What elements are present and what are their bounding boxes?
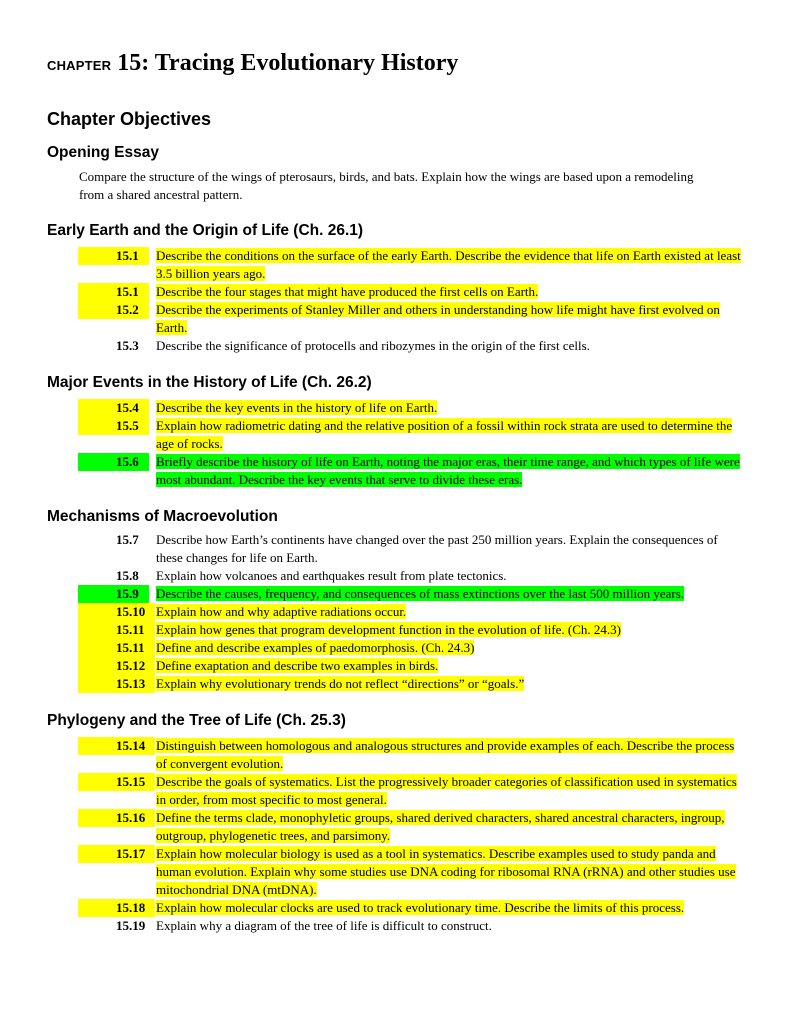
objective-text: Define and describe examples of paedomorphosis. (Ch. 24.3) [156, 640, 475, 655]
objective-item [78, 809, 744, 845]
objective-number: 15.13 [116, 675, 155, 693]
objective-number: 15.19 [116, 918, 146, 933]
objective-item [78, 603, 744, 621]
objective-item [78, 899, 744, 917]
highlight-marker [78, 675, 116, 693]
objectives-heading: Chapter Objectives [47, 109, 212, 129]
objective-text: Define exaptation and describe two examples in birds. [156, 658, 439, 673]
highlight-marker [78, 621, 116, 639]
objective-number: 15.8 [116, 568, 139, 583]
objective-text: Explain why a diagram of the tree of life is difficult to construct. [156, 918, 492, 933]
highlight-marker [78, 283, 116, 301]
objective-text: Explain how and why adaptive radiations occur. [156, 604, 407, 619]
objective-item [78, 453, 744, 489]
objective-item [78, 417, 744, 453]
objective-item [78, 301, 744, 337]
highlight-marker [78, 301, 116, 319]
objective-number: 15.15 [116, 773, 155, 791]
objective-item [78, 675, 744, 693]
objective-text: Describe the significance of protocells and ribozymes in the origin of the first cells. [156, 338, 590, 353]
highlight-marker [78, 247, 116, 265]
objective-text: Explain why evolutionary trends do not reflect “directions” or “goals.” [156, 676, 525, 691]
objective-item [78, 567, 744, 585]
objective-text: Describe how Earth’s continents have changed over the past 250 million years. Explain the consequences of these changes for life on Earth. [156, 532, 718, 565]
objective-number: 15.9 [116, 585, 149, 603]
objective-text: Explain how genes that program development function in the evolution of life. (Ch. 24.3) [156, 622, 622, 637]
objective-text: Describe the experiments of Stanley Miller and others in understanding how life might have first evolved on Earth. [156, 302, 720, 335]
opening-essay-text: Compare the structure of the wings of pterosaurs, birds, and bats. Explain how the wings are based upon a remodeling from a shared ancestral pattern. [79, 169, 694, 202]
opening-essay-heading: Opening Essay [47, 144, 159, 161]
objective-number: 15.6 [116, 453, 149, 471]
objective-number: 15.10 [116, 603, 155, 621]
objective-number: 15.4 [116, 399, 149, 417]
highlight-marker [78, 399, 116, 417]
highlight-marker [78, 809, 116, 827]
objective-number: 15.17 [116, 845, 155, 863]
objective-item [78, 283, 744, 301]
objective-text: Describe the goals of systematics. List the progressively broader categories of classification used in systematics in order, from most specific to most general. [156, 774, 737, 807]
highlight-marker [78, 585, 116, 603]
highlight-marker [78, 603, 116, 621]
objective-item [78, 337, 744, 355]
objective-number: 15.18 [116, 899, 155, 917]
objective-number: 15.7 [116, 532, 139, 547]
objective-text: Explain how radiometric dating and the relative position of a fossil within rock strata are used to determine the age of rocks. [156, 418, 733, 451]
objective-number: 15.5 [116, 417, 149, 435]
objective-number: 15.1 [116, 283, 149, 301]
highlight-marker [78, 773, 116, 791]
chapter-title-text: 15: Tracing Evolutionary History [117, 50, 459, 76]
objective-item [78, 773, 744, 809]
highlight-marker [78, 417, 116, 435]
objective-item [78, 621, 744, 639]
objective-item [78, 917, 744, 935]
section-heading: Early Earth and the Origin of Life (Ch. 26.1) [47, 222, 364, 239]
objective-number: 15.11 [116, 621, 155, 639]
objective-item [78, 639, 744, 657]
objective-text: Define the terms clade, monophyletic groups, shared derived characters, shared ancestral characters, ingroup, outgroup, phylogenetic trees, and parsimony. [156, 810, 725, 843]
objective-item [78, 845, 744, 899]
objective-number: 15.11 [116, 639, 155, 657]
objective-text: Explain how volcanoes and earthquakes result from plate tectonics. [156, 568, 507, 583]
objective-text: Briefly describe the history of life on Earth, noting the major eras, their time range, and which types of life were most abundant. Describe the key events that serve to divide these eras. [156, 454, 740, 487]
objective-item [78, 247, 744, 283]
highlight-marker [78, 899, 116, 917]
section-heading: Mechanisms of Macroevolution [47, 508, 278, 525]
chapter-prefix: CHAPTER [47, 58, 112, 73]
chapter-title [47, 48, 458, 81]
objective-text: Describe the causes, frequency, and consequences of mass extinctions over the last 500 million years. [156, 586, 685, 601]
highlight-marker [78, 737, 116, 755]
objective-number: 15.3 [116, 338, 139, 353]
objective-item [78, 737, 744, 773]
objective-text: Describe the four stages that might have produced the first cells on Earth. [156, 284, 539, 299]
objective-number: 15.2 [116, 301, 149, 319]
highlight-marker [78, 453, 116, 471]
objective-text: Describe the key events in the history of life on Earth. [156, 400, 438, 415]
objective-text: Describe the conditions on the surface of the early Earth. Describe the evidence that life on Earth existed at least 3.5 billion years ago. [156, 248, 741, 281]
objective-text: Distinguish between homologous and analogous structures and provide examples of each. Describe the process of convergent evolution. [156, 738, 735, 771]
highlight-marker [78, 657, 116, 675]
objective-item [78, 657, 744, 675]
highlight-marker [78, 845, 116, 863]
objective-item [78, 399, 744, 417]
highlight-marker [78, 639, 116, 657]
section-heading: Major Events in the History of Life (Ch. 26.2) [47, 374, 372, 391]
objective-number: 15.16 [116, 809, 155, 827]
objective-text: Explain how molecular biology is used as a tool in systematics. Describe examples used to study panda and human evolution. Explain why some studies use DNA coding for ribosomal RNA (rRNA) and other studies use mitochondrial DNA (mtDNA). [156, 846, 736, 897]
objective-number: 15.12 [116, 657, 155, 675]
objective-text: Explain how molecular clocks are used to track evolutionary time. Describe the limits of this process. [156, 900, 685, 915]
objective-item [78, 585, 744, 603]
section-heading: Phylogeny and the Tree of Life (Ch. 25.3) [47, 712, 346, 729]
objective-number: 15.1 [116, 247, 149, 265]
objective-item [78, 531, 744, 567]
objective-number: 15.14 [116, 737, 155, 755]
